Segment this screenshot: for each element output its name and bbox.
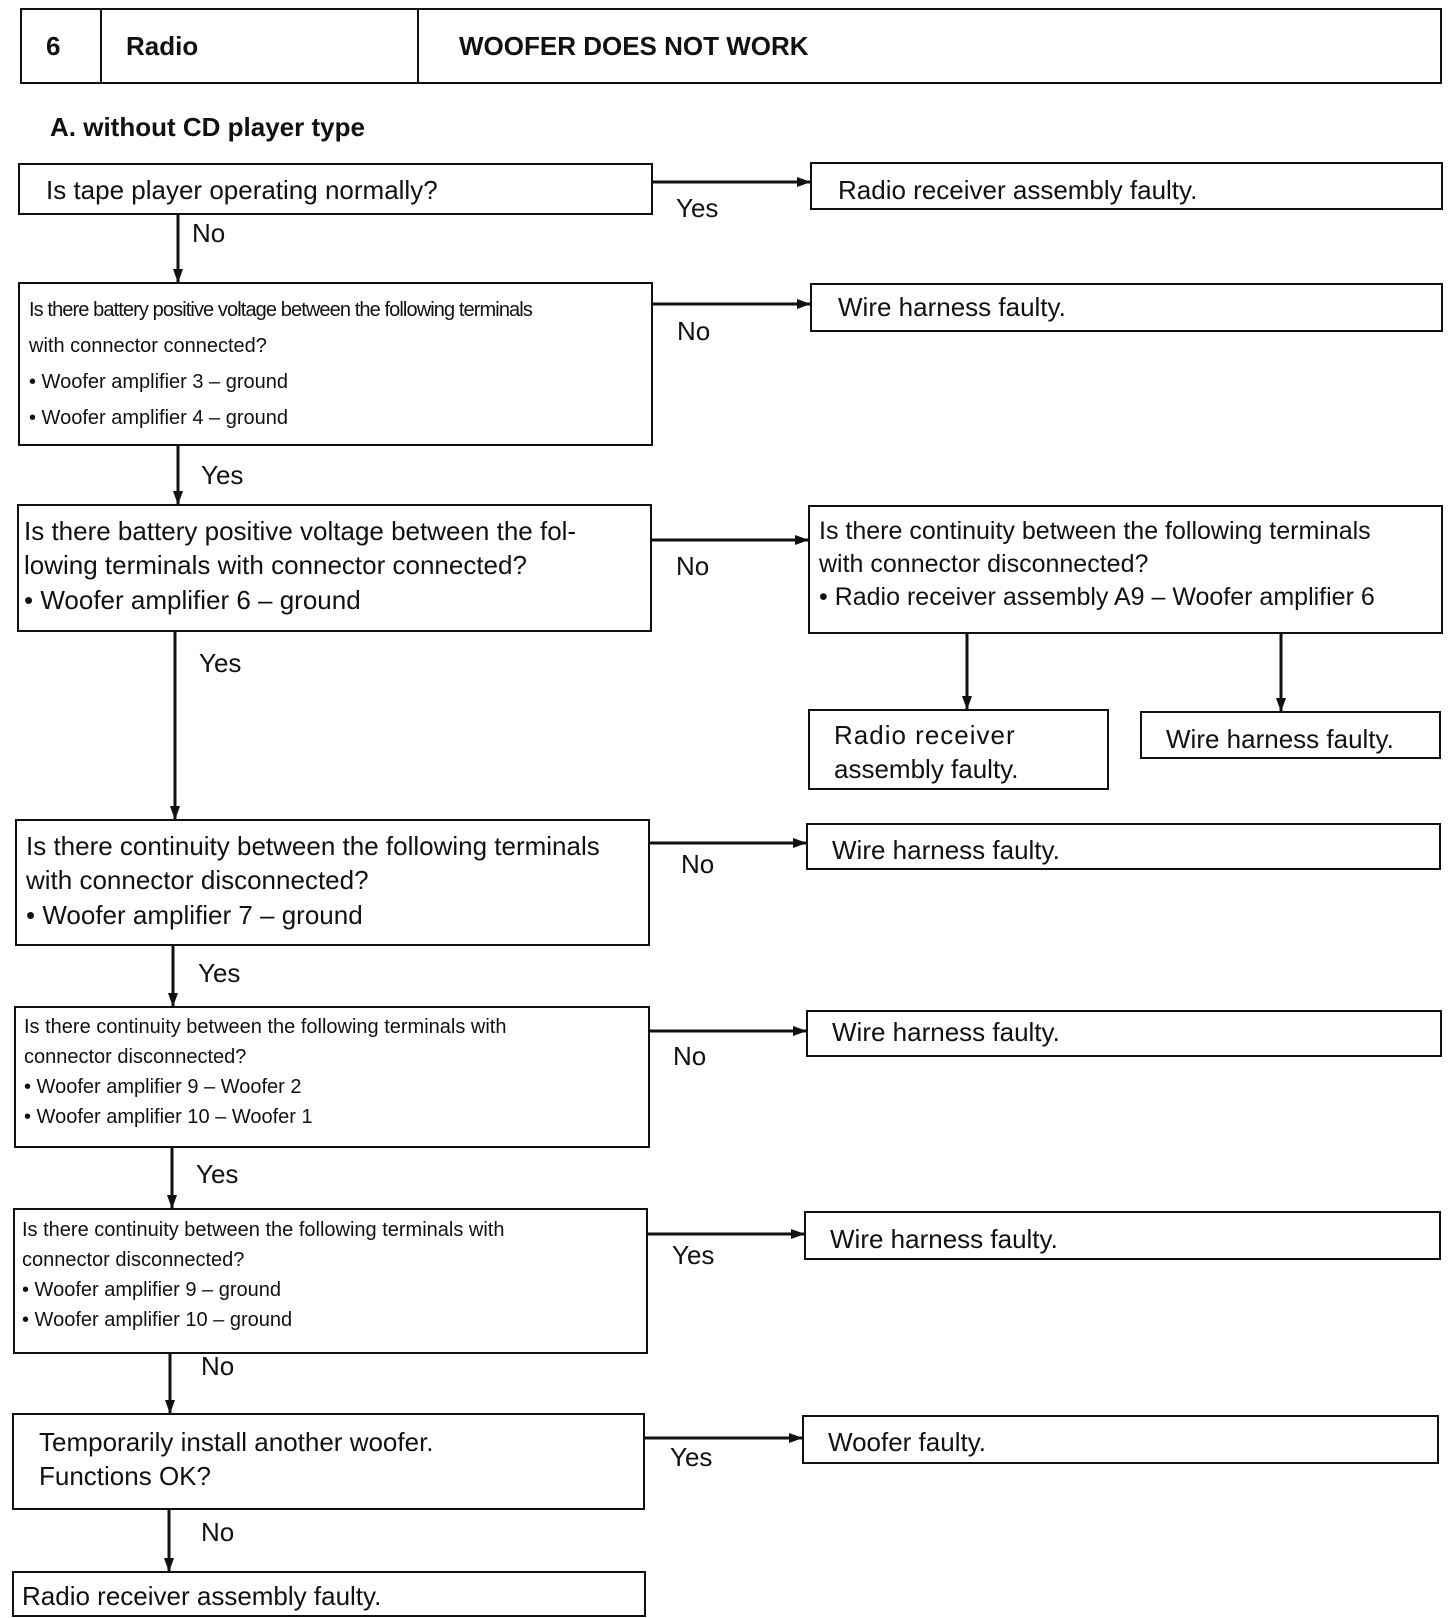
step-text: • Woofer amplifier 9 – ground [22,1279,281,1301]
step-text: Wire harness faulty. [832,1017,1060,1047]
step-text: • Woofer amplifier 4 – ground [29,407,288,429]
step-text: • Woofer amplifier 6 – ground [24,584,361,615]
step-text: Wire harness faulty. [830,1224,1058,1254]
step-text: Functions OK? [39,1461,211,1492]
step-text: Woofer faulty. [828,1427,986,1457]
step-text: • Radio receiver assembly A9 – Woofer amplifier 6 [819,583,1375,611]
step-text: Temporarily install another woofer. [39,1427,434,1457]
label-q3-yes: Yes [199,648,242,678]
label-q6-yes: Yes [672,1240,715,1270]
label-q4-yes: Yes [198,958,241,988]
step-q3-battery-voltage [17,504,652,632]
step-text: • Woofer amplifier 9 – Woofer 2 [24,1076,302,1098]
step-q3b-continuity [808,505,1443,634]
system-name: Radio [102,10,419,82]
result-r2-wire-harness [810,283,1443,332]
step-text: assembly faulty. [834,754,1019,785]
step-q5-continuity [14,1006,650,1148]
step-text: Is tape player operating normally? [46,175,438,205]
result-r7-woofer-faulty [802,1415,1439,1464]
label-q2-yes: Yes [201,460,244,490]
section-title: A. without CD player type [50,112,365,142]
section-number: 6 [22,10,102,82]
label-q1-no: No [192,218,226,248]
step-text: Is there battery positive voltage between the following terminals [29,299,532,321]
label-q7-yes: Yes [670,1442,713,1472]
label-q4-no: No [681,849,715,879]
step-q4-continuity [15,819,650,946]
step-text: Wire harness faulty. [1166,724,1394,754]
result-r3b-wire-harness [1140,711,1441,759]
label-q2-no: No [677,316,711,346]
step-text: Is there continuity between the following terminals [26,831,600,861]
step-text: Wire harness faulty. [838,292,1066,322]
step-text: • Woofer amplifier 3 – ground [29,371,288,393]
result-r8-radio-receiver [12,1571,646,1617]
step-text: Is there continuity between the following terminals with [24,1016,507,1038]
result-r1-radio-receiver [810,162,1443,210]
page-title: WOOFER DOES NOT WORK [459,30,809,61]
step-q7-install-woofer [12,1413,645,1510]
step-text: Radio receiver assembly faulty. [838,175,1198,205]
label-q3-no: No [676,551,710,581]
result-r3a-radio-receiver [808,709,1109,790]
step-text: Radio receiver assembly faulty. [22,1581,382,1611]
step-q2-battery-voltage [18,282,653,446]
step-text: connector disconnected? [22,1249,245,1271]
step-text: with connector disconnected? [26,865,369,896]
step-text: connector disconnected? [24,1046,247,1068]
step-text: Wire harness faulty. [832,835,1060,865]
step-text: • Woofer amplifier 7 – ground [26,899,363,930]
step-q6-continuity [13,1208,648,1354]
step-text: Is there battery positive voltage between the fol- [24,516,577,546]
step-text: Radio receiver [834,720,1016,750]
step-text: lowing terminals with connector connected? [24,550,527,581]
step-text: with connector connected? [29,335,267,357]
label-q1-yes: Yes [676,193,719,223]
result-r6-wire-harness [804,1211,1441,1260]
label-q6-no: No [201,1351,235,1381]
step-text: • Woofer amplifier 10 – ground [22,1309,293,1331]
step-q1-tape-player [18,163,653,215]
result-r4-wire-harness [806,823,1441,870]
label-q5-no: No [673,1041,707,1071]
step-text: • Woofer amplifier 10 – Woofer 1 [24,1106,313,1128]
label-q7-no: No [201,1517,235,1547]
step-text: Is there continuity between the following terminals with [22,1219,505,1241]
label-q5-yes: Yes [196,1159,239,1189]
step-text: Is there continuity between the following terminals [819,517,1371,545]
step-text: with connector disconnected? [819,550,1149,578]
result-r5-wire-harness [806,1010,1442,1057]
